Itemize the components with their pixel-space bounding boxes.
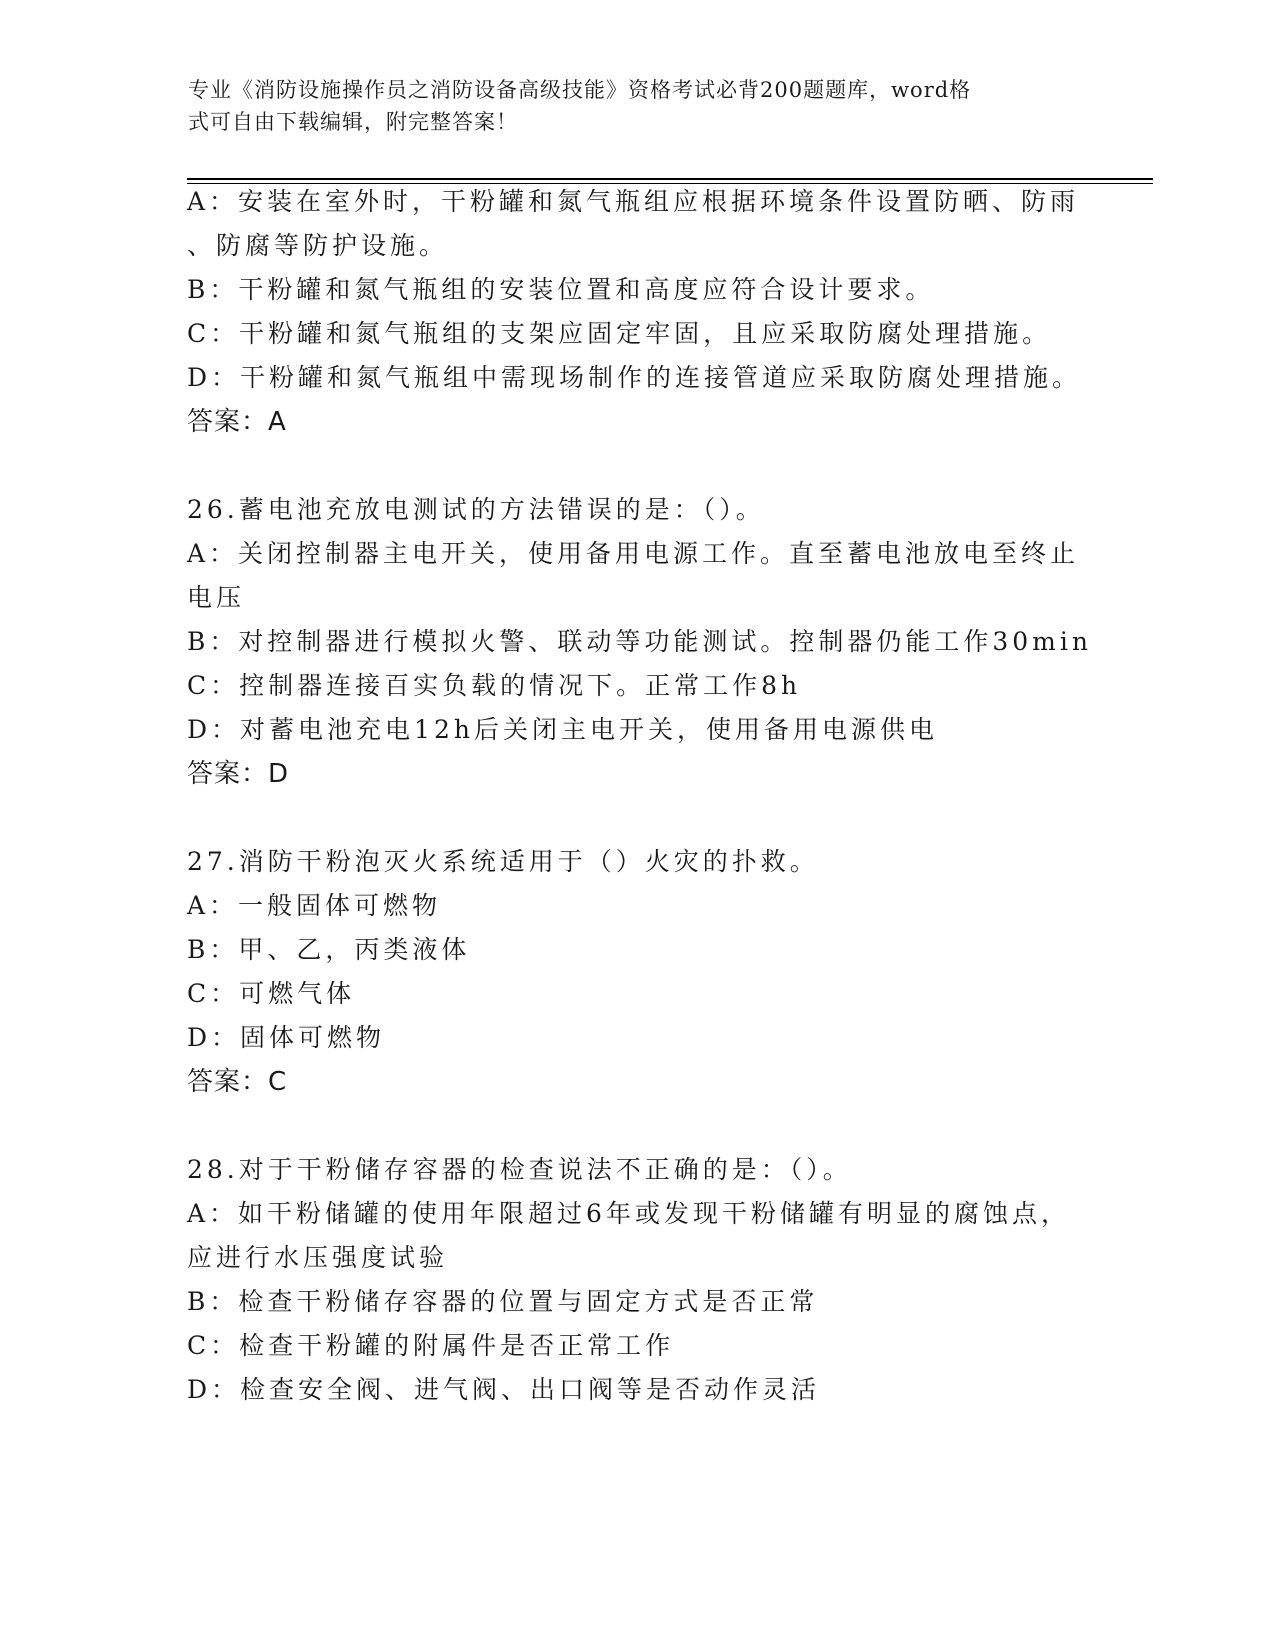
q26-option-d: D：对蓄电池充电12h后关闭主电开关，使用备用电源供电 — [187, 715, 938, 744]
q25-option-d: D：干粉罐和氮气瓶组中需现场制作的连接管道应采取防腐处理措施。 — [187, 363, 1082, 392]
q25-answer: 答案：A — [187, 407, 287, 437]
header-divider-thin — [187, 183, 1153, 184]
q28-option-b: B：检查干粉储存容器的位置与固定方式是否正常 — [187, 1287, 819, 1316]
q25-option-c: C：干粉罐和氮气瓶组的支架应固定牢固，且应采取防腐处理措施。 — [187, 319, 1052, 348]
q28-question: 28.对于干粉储存容器的检查说法不正确的是：（）。 — [187, 1155, 852, 1184]
q26-question: 26.蓄电池充放电测试的方法错误的是：（）。 — [187, 495, 765, 524]
header-line-2: 式可自由下载编辑，附完整答案！ — [188, 110, 518, 134]
q26-answer: 答案：D — [187, 759, 290, 789]
q26-option-a-line-1: A：关闭控制器主电开关，使用备用电源工作。直至蓄电池放电至终止 — [187, 539, 1080, 568]
q28-option-d: D：检查安全阀、进气阀、出口阀等是否动作灵活 — [187, 1375, 821, 1404]
q27-option-d: D：固体可燃物 — [187, 1023, 386, 1052]
q25-option-b: B：干粉罐和氮气瓶组的安装位置和高度应符合设计要求。 — [187, 275, 935, 304]
q25-option-a-line-1: A：安装在室外时，干粉罐和氮气瓶组应根据环境条件设置防晒、防雨 — [187, 187, 1080, 216]
header-line-1: 专业《消防设施操作员之消防设备高级技能》资格考试必背200题题库，word格 — [188, 78, 972, 102]
q28-option-a-line-1: A：如干粉储罐的使用年限超过6年或发现干粉储罐有明显的腐蚀点， — [187, 1199, 1070, 1228]
header-divider-thick — [187, 178, 1153, 180]
q27-option-c: C：可燃气体 — [187, 979, 356, 1008]
q25-option-a-line-2: 、防腐等防护设施。 — [187, 231, 449, 260]
q27-option-a: A：一般固体可燃物 — [187, 891, 442, 920]
q27-option-b: B：甲、乙，丙类液体 — [187, 935, 471, 964]
q27-answer: 答案：C — [187, 1067, 288, 1097]
document-header — [188, 74, 1068, 138]
q28-option-a-line-2: 应进行水压强度试验 — [187, 1243, 449, 1272]
q26-option-b: B：对控制器进行模拟火警、联动等功能测试。控制器仍能工作30min — [187, 627, 1092, 656]
q26-option-c: C：控制器连接百实负载的情况下。正常工作8h — [187, 671, 802, 700]
q27-question: 27.消防干粉泡灭火系统适用于（）火灾的扑救。 — [187, 847, 819, 876]
q26-option-a-line-2: 电压 — [187, 583, 246, 612]
q28-option-c: C：检查干粉罐的附属件是否正常工作 — [187, 1331, 675, 1360]
